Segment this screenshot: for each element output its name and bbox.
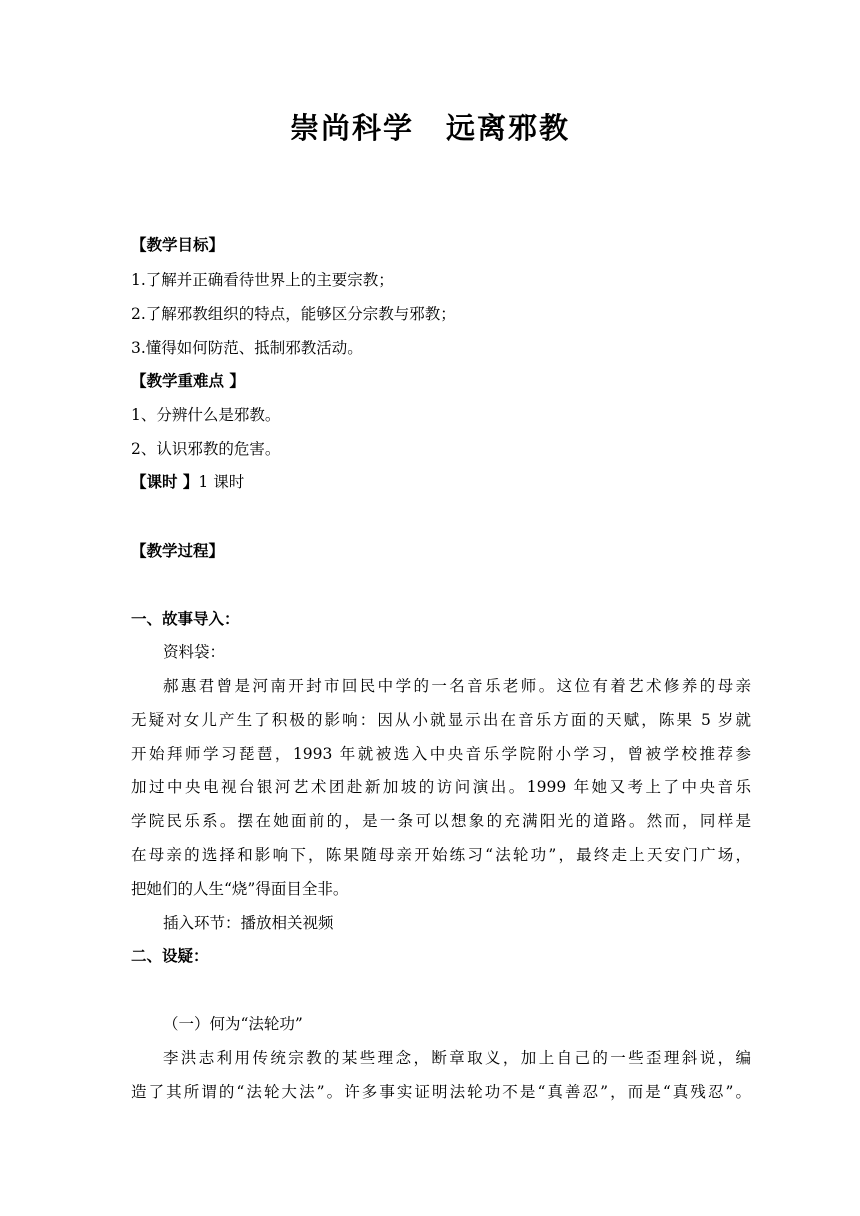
title-part-2: 远离邪教 <box>446 111 571 145</box>
section1-paragraph-line: 学院民乐系。摆在她面前的，是一条可以想象的充满阳光的道路。然而，同样是 <box>131 812 751 830</box>
key-point-item: 2、认识邪教的危害。 <box>131 440 281 458</box>
objective-item: 2.了解邪教组织的特点，能够区分宗教与邪教； <box>131 305 456 323</box>
section1-paragraph-line: 开始拜师学习琵琶，1993 年就被选入中央音乐学院附小学习，曾被学校推荐参 <box>131 745 751 763</box>
section1-label: 资料袋： <box>163 643 226 661</box>
section1-paragraph-line: 无疑对女儿产生了积极的影响：因从小就显示出在音乐方面的天赋，陈果 5 岁就 <box>131 711 751 729</box>
objectives-heading: 【教学目标】 <box>131 235 225 254</box>
objective-item: 1.了解并正确看待世界上的主要宗教； <box>131 271 394 289</box>
section1-paragraph-line: 郝惠君曾是河南开封市回民中学的一名音乐老师。这位有着艺术修养的母亲 <box>163 677 751 695</box>
key-point-item: 1、分辨什么是邪教。 <box>131 406 281 424</box>
class-hours-line <box>131 472 751 492</box>
title-part-1: 崇尚科学 <box>289 111 414 145</box>
process-heading: 【教学过程】 <box>131 541 225 560</box>
section1-paragraph-line: 在母亲的选择和影响下，陈果随母亲开始练习“法轮功”，最终走上天安门广场， <box>131 846 751 864</box>
document-title <box>0 106 860 147</box>
section2-heading: 二、设疑： <box>131 946 209 965</box>
section1-paragraph-line: 加过中央电视台银河艺术团赴新加坡的访问演出。1999 年她又考上了中央音乐 <box>131 778 751 796</box>
key-points-heading: 【教学重难点 】 <box>131 371 245 390</box>
section2-paragraph-line: 造了其所谓的“法轮大法”。许多事实证明法轮功不是“真善忍”，而是“真残忍”。 <box>131 1083 751 1101</box>
class-hours-heading: 【课时 】 <box>131 472 199 491</box>
class-hours-value: 1 课时 <box>198 473 245 491</box>
section1-paragraph-line: 把她们的人生“烧”得面目全非。 <box>131 880 349 898</box>
section2-paragraph-line: 李洪志利用传统宗教的某些理念，断章取义，加上自己的一些歪理斜说，编 <box>163 1049 751 1067</box>
section2-subheading: （一）何为“法轮功” <box>163 1015 303 1033</box>
objective-item: 3.懂得如何防范、抵制邪教活动。 <box>131 339 363 357</box>
section1-heading: 一、故事导入： <box>131 609 240 628</box>
section1-insert: 插入环节：播放相关视频 <box>163 914 334 932</box>
